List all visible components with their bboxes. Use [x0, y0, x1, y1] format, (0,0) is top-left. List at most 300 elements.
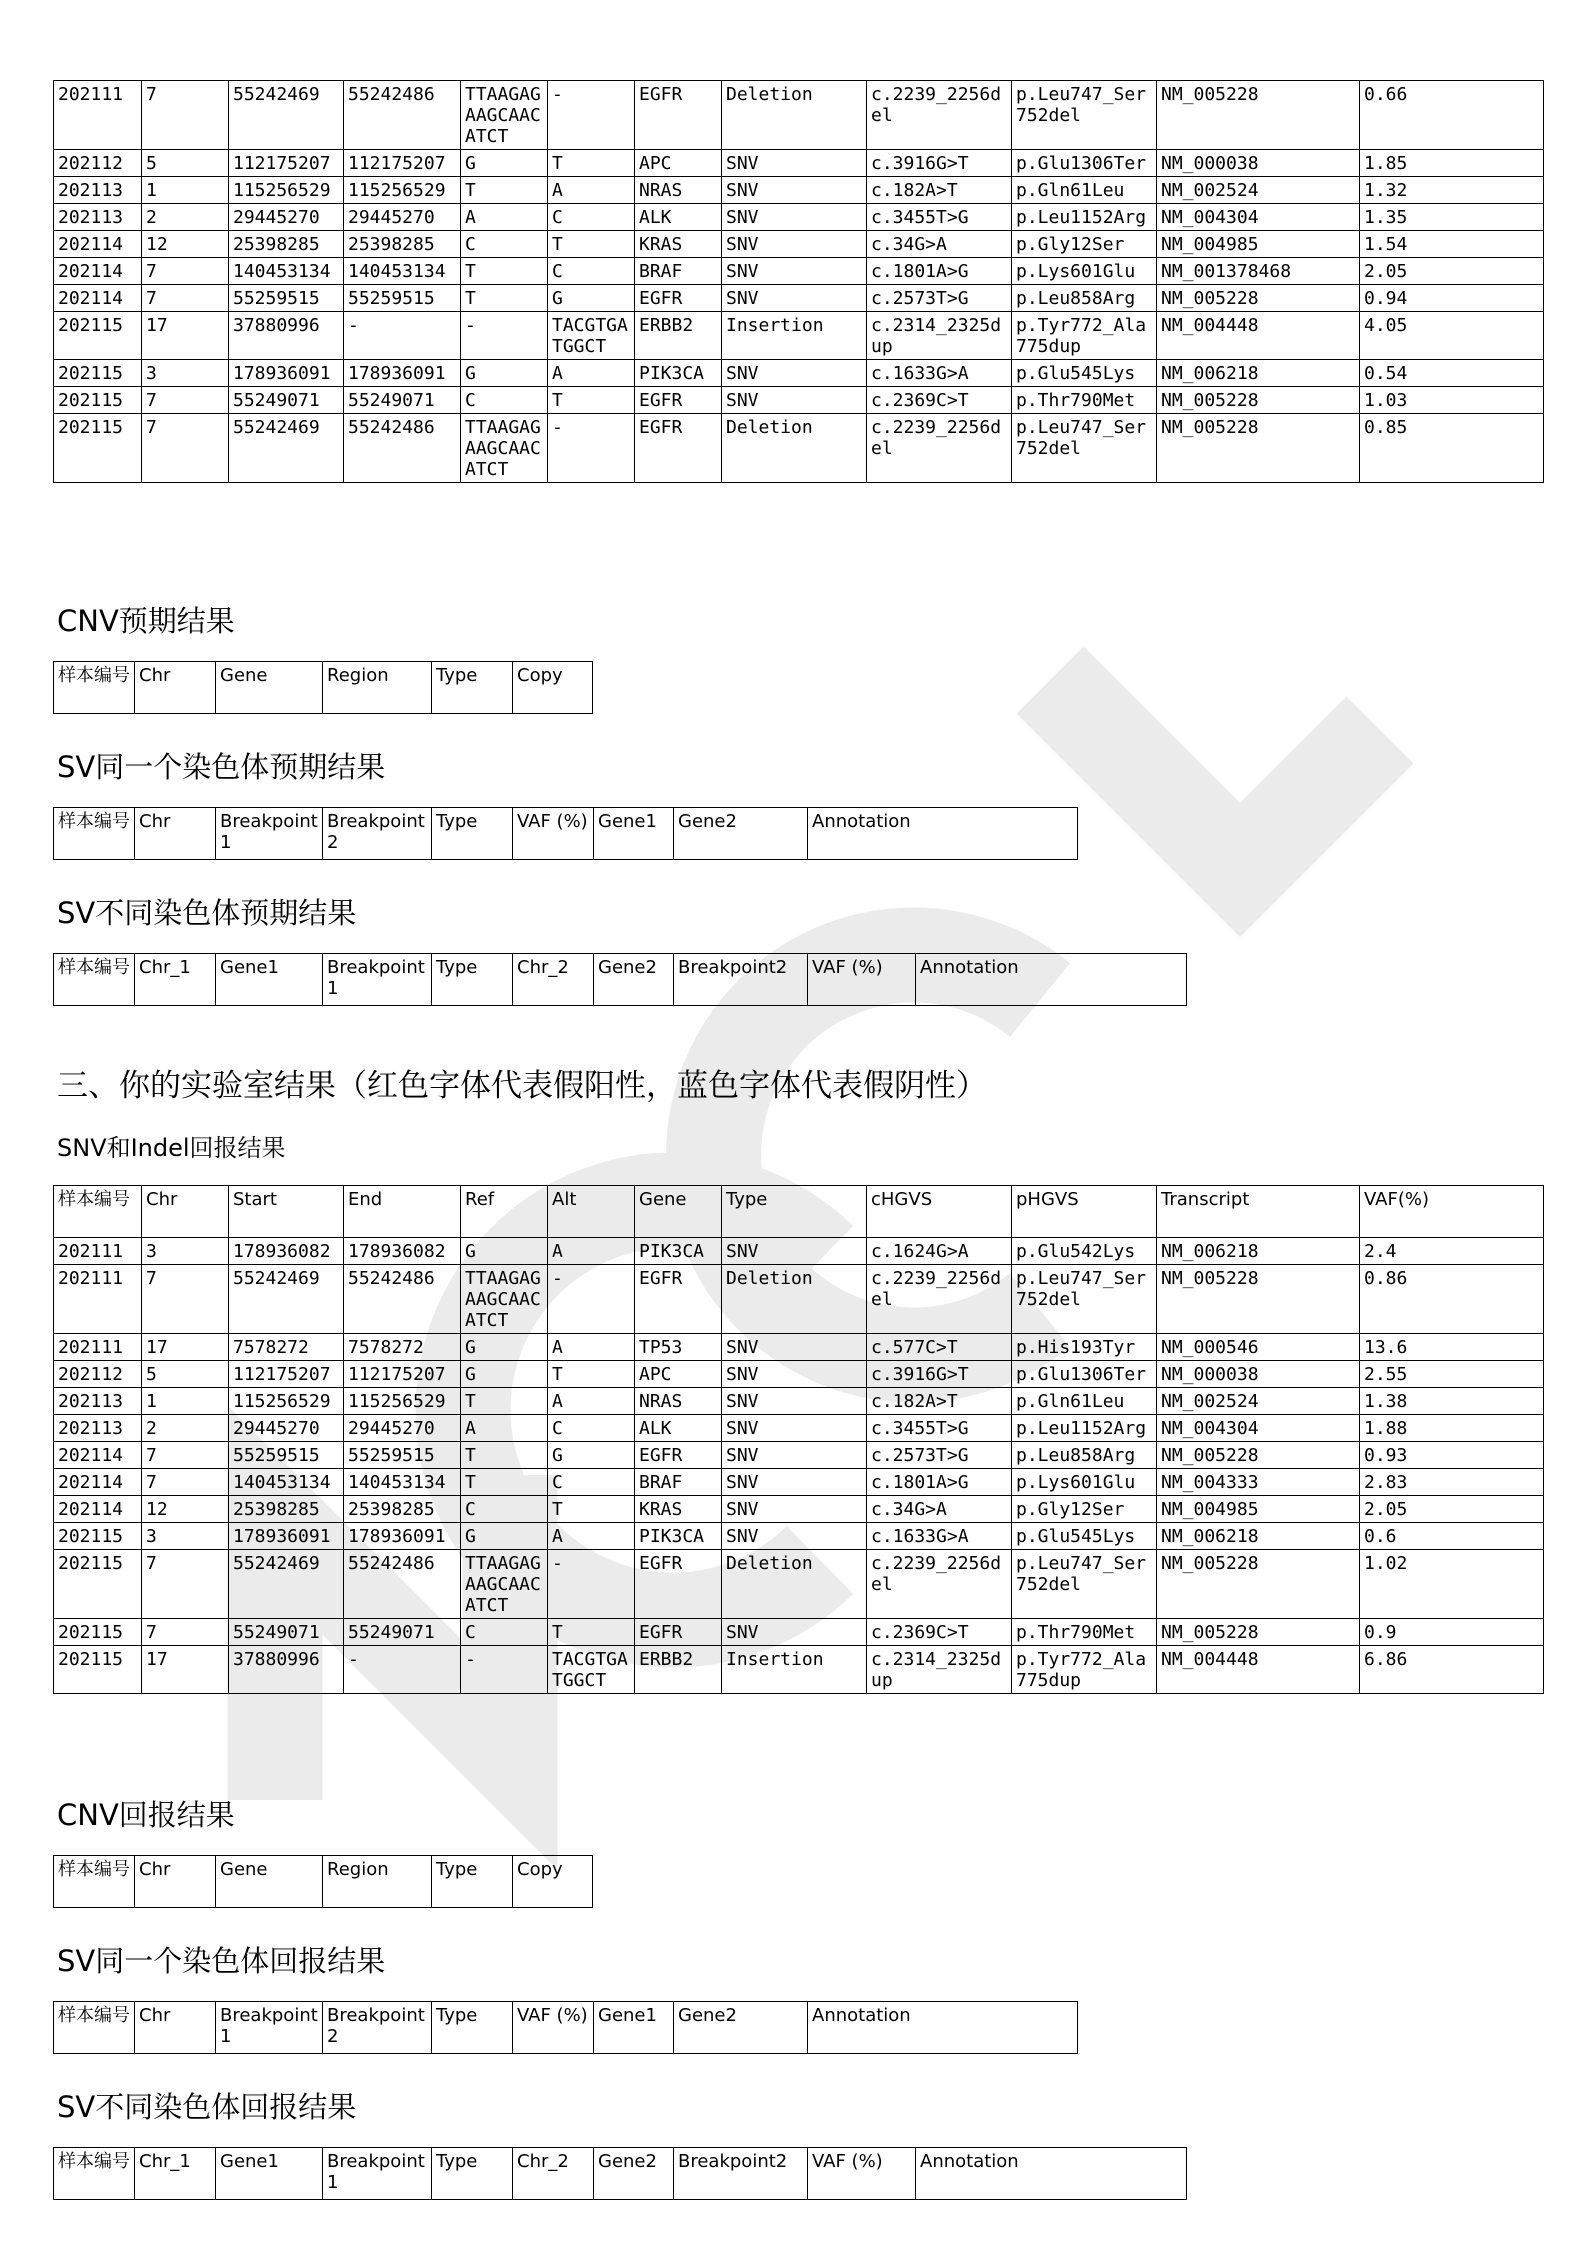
table-cell: c.2239_2256del: [867, 1550, 1012, 1619]
table-cell: 178936091: [344, 1523, 461, 1550]
table-cell: 2.05: [1360, 258, 1544, 285]
column-header: Gene: [216, 662, 323, 714]
table-cell: ALK: [635, 1415, 722, 1442]
column-header: Chr: [135, 662, 216, 714]
column-header: 样本编号: [54, 2148, 135, 2200]
table-cell: NM_004985: [1157, 1496, 1360, 1523]
column-header: Breakpoint 1: [216, 808, 323, 860]
table-cell: G: [461, 150, 548, 177]
table-cell: Deletion: [722, 81, 867, 150]
table-cell: SNV: [722, 1619, 867, 1646]
column-header: Chr_1: [135, 954, 216, 1006]
table-row: [54, 1238, 1544, 1265]
table-cell: NM_000038: [1157, 1361, 1360, 1388]
table-cell: 29445270: [344, 204, 461, 231]
table-cell: NM_005228: [1157, 1265, 1360, 1334]
table-cell: p.Leu1152Arg: [1012, 204, 1157, 231]
table-cell: 25398285: [344, 1496, 461, 1523]
table-cell: 0.66: [1360, 81, 1544, 150]
table-cell: T: [548, 387, 635, 414]
table-cell: NM_005228: [1157, 387, 1360, 414]
table-cell: 202115: [54, 414, 142, 483]
table-cell: -: [461, 1646, 548, 1694]
table-cell: 202114: [54, 1496, 142, 1523]
table-cell: 55242469: [229, 1550, 344, 1619]
table-cell: 115256529: [229, 1388, 344, 1415]
table-cell: 202115: [54, 1523, 142, 1550]
table-cell: 202115: [54, 360, 142, 387]
table-cell: -: [548, 1265, 635, 1334]
column-header: VAF (%): [808, 2148, 916, 2200]
sv-diff-expected-title: SV不同染色体预期结果: [57, 896, 357, 930]
table-cell: 1.32: [1360, 177, 1544, 204]
table-cell: 55249071: [229, 1619, 344, 1646]
table-row: [54, 1646, 1544, 1694]
table-cell: EGFR: [635, 81, 722, 150]
expected-snv-indel-table: [53, 80, 1544, 483]
table-cell: A: [548, 1238, 635, 1265]
table-cell: C: [548, 1415, 635, 1442]
table-cell: APC: [635, 150, 722, 177]
table-cell: SNV: [722, 1523, 867, 1550]
table-cell: 178936082: [229, 1238, 344, 1265]
column-header: Copy: [513, 662, 593, 714]
table-cell: G: [548, 285, 635, 312]
table-cell: C: [461, 231, 548, 258]
column-header: Type: [432, 2002, 513, 2054]
table-cell: p.Lys601Glu: [1012, 258, 1157, 285]
table-cell: c.1801A>G: [867, 258, 1012, 285]
table-cell: T: [548, 1496, 635, 1523]
table-cell: 12: [142, 231, 229, 258]
table-cell: p.Leu747_Ser752del: [1012, 81, 1157, 150]
table-cell: 0.94: [1360, 285, 1544, 312]
table-cell: 29445270: [229, 1415, 344, 1442]
table-cell: G: [461, 1334, 548, 1361]
column-header: Type: [432, 954, 513, 1006]
table-cell: KRAS: [635, 1496, 722, 1523]
table-cell: TACGTGATGGCT: [548, 312, 635, 360]
table-row: [54, 1388, 1544, 1415]
table-cell: 202115: [54, 1550, 142, 1619]
column-header: End: [344, 1186, 461, 1238]
column-header: Breakpoint2: [674, 954, 808, 1006]
table-cell: A: [461, 1415, 548, 1442]
table-cell: T: [461, 1442, 548, 1469]
table-cell: c.2239_2256del: [867, 414, 1012, 483]
table-cell: PIK3CA: [635, 1238, 722, 1265]
column-header: cHGVS: [867, 1186, 1012, 1238]
table-cell: 7: [142, 1619, 229, 1646]
column-header: Breakpoint1: [323, 2148, 432, 2200]
table-cell: G: [548, 1442, 635, 1469]
table-cell: NM_006218: [1157, 1238, 1360, 1265]
table-cell: NM_006218: [1157, 1523, 1360, 1550]
table-cell: 7578272: [344, 1334, 461, 1361]
table-cell: 202115: [54, 1619, 142, 1646]
table-cell: EGFR: [635, 1619, 722, 1646]
table-cell: C: [461, 387, 548, 414]
table-cell: 55242469: [229, 1265, 344, 1334]
table-cell: 4.05: [1360, 312, 1544, 360]
table-cell: Deletion: [722, 414, 867, 483]
table-cell: NRAS: [635, 177, 722, 204]
table-cell: 202111: [54, 81, 142, 150]
table-cell: T: [548, 150, 635, 177]
table-row: [54, 1523, 1544, 1550]
table-cell: 55242486: [344, 414, 461, 483]
cnv-expected-table: [53, 661, 593, 714]
cnv-reported-table: [53, 1855, 593, 1908]
column-header: 样本编号: [54, 954, 135, 1006]
table-cell: G: [461, 1238, 548, 1265]
column-header: Annotation: [916, 2148, 1187, 2200]
table-cell: 55249071: [344, 1619, 461, 1646]
table-cell: p.Leu858Arg: [1012, 285, 1157, 312]
column-header: 样本编号: [54, 662, 135, 714]
table-cell: Insertion: [722, 1646, 867, 1694]
table-cell: 2: [142, 204, 229, 231]
table-cell: 1.02: [1360, 1550, 1544, 1619]
table-row: [54, 81, 1544, 150]
table-cell: -: [548, 1550, 635, 1619]
table-row: [54, 1469, 1544, 1496]
table-cell: c.2239_2256del: [867, 81, 1012, 150]
sv-diff-expected-table: [53, 953, 1187, 1006]
column-header: Gene2: [594, 954, 674, 1006]
column-header: Gene: [216, 1856, 323, 1908]
table-cell: T: [548, 231, 635, 258]
table-cell: SNV: [722, 1334, 867, 1361]
column-header: Chr: [135, 1856, 216, 1908]
table-cell: p.Glu545Lys: [1012, 360, 1157, 387]
column-header: Breakpoint 2: [323, 808, 432, 860]
table-cell: SNV: [722, 258, 867, 285]
table-cell: EGFR: [635, 1550, 722, 1619]
table-cell: c.1633G>A: [867, 1523, 1012, 1550]
table-cell: 0.93: [1360, 1442, 1544, 1469]
table-cell: G: [461, 1361, 548, 1388]
table-cell: 1.88: [1360, 1415, 1544, 1442]
table-cell: -: [548, 414, 635, 483]
table-cell: PIK3CA: [635, 1523, 722, 1550]
table-row: [54, 285, 1544, 312]
table-cell: SNV: [722, 150, 867, 177]
table-cell: 202112: [54, 150, 142, 177]
sv-same-reported-title: SV同一个染色体回报结果: [57, 1944, 386, 1978]
table-cell: NM_004985: [1157, 231, 1360, 258]
table-cell: 17: [142, 1334, 229, 1361]
table-row: [54, 258, 1544, 285]
table-cell: 0.6: [1360, 1523, 1544, 1550]
table-cell: APC: [635, 1361, 722, 1388]
table-cell: Insertion: [722, 312, 867, 360]
table-row: [54, 414, 1544, 483]
table-cell: 115256529: [229, 177, 344, 204]
table-cell: EGFR: [635, 1265, 722, 1334]
table-cell: 140453134: [229, 258, 344, 285]
table-cell: ALK: [635, 204, 722, 231]
table-cell: c.577C>T: [867, 1334, 1012, 1361]
column-header: Chr: [135, 808, 216, 860]
table-cell: c.1633G>A: [867, 360, 1012, 387]
table-cell: NM_002524: [1157, 177, 1360, 204]
table-cell: 202115: [54, 387, 142, 414]
table-cell: 5: [142, 1361, 229, 1388]
table-cell: 37880996: [229, 1646, 344, 1694]
table-cell: NM_005228: [1157, 1442, 1360, 1469]
table-cell: 0.54: [1360, 360, 1544, 387]
table-row: [54, 1265, 1544, 1334]
table-cell: 12: [142, 1496, 229, 1523]
table-cell: 7: [142, 1469, 229, 1496]
table-cell: 202114: [54, 1469, 142, 1496]
table-cell: BRAF: [635, 258, 722, 285]
table-cell: p.Thr790Met: [1012, 387, 1157, 414]
table-cell: 202115: [54, 1646, 142, 1694]
table-cell: 202111: [54, 1238, 142, 1265]
column-header: Gene: [635, 1186, 722, 1238]
table-cell: 5: [142, 150, 229, 177]
table-cell: 140453134: [344, 258, 461, 285]
table-cell: 55242486: [344, 81, 461, 150]
table-cell: 55242469: [229, 81, 344, 150]
table-cell: 13.6: [1360, 1334, 1544, 1361]
table-cell: KRAS: [635, 231, 722, 258]
table-row: [54, 204, 1544, 231]
table-cell: 1.85: [1360, 150, 1544, 177]
table-cell: NM_005228: [1157, 285, 1360, 312]
table-cell: 178936091: [229, 1523, 344, 1550]
snv-reported-title: SNV和Indel回报结果: [57, 1134, 286, 1162]
table-cell: p.Thr790Met: [1012, 1619, 1157, 1646]
table-cell: 55249071: [229, 387, 344, 414]
table-cell: NM_005228: [1157, 1619, 1360, 1646]
table-cell: c.2314_2325dup: [867, 1646, 1012, 1694]
table-cell: SNV: [722, 285, 867, 312]
table-cell: 0.85: [1360, 414, 1544, 483]
table-cell: SNV: [722, 231, 867, 258]
table-cell: 7: [142, 1265, 229, 1334]
table-cell: 55259515: [344, 1442, 461, 1469]
sv-diff-reported-table: [53, 2147, 1187, 2200]
table-cell: T: [461, 258, 548, 285]
table-cell: 25398285: [229, 1496, 344, 1523]
table-cell: A: [548, 1523, 635, 1550]
column-header: Type: [432, 1856, 513, 1908]
table-cell: TTAAGAGAAGCAACATCT: [461, 1265, 548, 1334]
column-header: pHGVS: [1012, 1186, 1157, 1238]
table-cell: c.182A>T: [867, 1388, 1012, 1415]
table-cell: G: [461, 360, 548, 387]
table-cell: T: [548, 1619, 635, 1646]
table-cell: c.2369C>T: [867, 1619, 1012, 1646]
table-cell: c.3455T>G: [867, 1415, 1012, 1442]
table-cell: 1.03: [1360, 387, 1544, 414]
table-cell: 1.54: [1360, 231, 1544, 258]
table-cell: 7: [142, 387, 229, 414]
table-cell: T: [461, 177, 548, 204]
column-header: Annotation: [916, 954, 1187, 1006]
column-header: Start: [229, 1186, 344, 1238]
table-cell: p.Leu1152Arg: [1012, 1415, 1157, 1442]
table-cell: SNV: [722, 1388, 867, 1415]
table-cell: SNV: [722, 360, 867, 387]
reported-snv-indel-table: [53, 1185, 1544, 1694]
table-cell: -: [344, 312, 461, 360]
table-cell: 7: [142, 1442, 229, 1469]
table-cell: NM_000546: [1157, 1334, 1360, 1361]
table-cell: 55242469: [229, 414, 344, 483]
table-cell: 55249071: [344, 387, 461, 414]
table-cell: 7: [142, 414, 229, 483]
table-cell: p.Leu747_Ser752del: [1012, 414, 1157, 483]
table-cell: 202113: [54, 177, 142, 204]
column-header: Annotation: [808, 808, 1078, 860]
column-header: Type: [432, 2148, 513, 2200]
table-cell: 202112: [54, 1361, 142, 1388]
table-cell: T: [548, 1361, 635, 1388]
table-cell: SNV: [722, 1238, 867, 1265]
table-row: [54, 1415, 1544, 1442]
table-cell: c.182A>T: [867, 177, 1012, 204]
column-header: Ref: [461, 1186, 548, 1238]
table-cell: NM_001378468: [1157, 258, 1360, 285]
table-cell: p.Glu542Lys: [1012, 1238, 1157, 1265]
column-header: Breakpoint1: [323, 954, 432, 1006]
table-cell: p.Tyr772_Ala775dup: [1012, 312, 1157, 360]
table-cell: 2: [142, 1415, 229, 1442]
table-cell: 0.9: [1360, 1619, 1544, 1646]
table-cell: 202114: [54, 258, 142, 285]
table-cell: c.2239_2256del: [867, 1265, 1012, 1334]
column-header: Breakpoint 2: [323, 2002, 432, 2054]
column-header: VAF (%): [513, 808, 594, 860]
table-cell: 115256529: [344, 1388, 461, 1415]
table-cell: SNV: [722, 387, 867, 414]
cnv-expected-title: CNV预期结果: [57, 604, 235, 638]
column-header: Gene2: [674, 808, 808, 860]
table-row: [54, 1550, 1544, 1619]
table-row: [54, 1442, 1544, 1469]
table-cell: ERBB2: [635, 312, 722, 360]
table-cell: EGFR: [635, 1442, 722, 1469]
table-cell: p.His193Tyr: [1012, 1334, 1157, 1361]
table-row: [54, 1334, 1544, 1361]
sv-same-reported-table: [53, 2001, 1078, 2054]
table-cell: NM_005228: [1157, 1550, 1360, 1619]
table-cell: 3: [142, 360, 229, 387]
table-cell: TP53: [635, 1334, 722, 1361]
table-cell: C: [461, 1619, 548, 1646]
table-cell: c.3916G>T: [867, 1361, 1012, 1388]
column-header: Type: [722, 1186, 867, 1238]
table-cell: 1: [142, 177, 229, 204]
table-cell: 1.35: [1360, 204, 1544, 231]
sv-same-expected-table: [53, 807, 1078, 860]
table-cell: C: [548, 258, 635, 285]
table-cell: 202115: [54, 312, 142, 360]
table-cell: p.Glu1306Ter: [1012, 150, 1157, 177]
table-cell: -: [344, 1646, 461, 1694]
table-cell: 115256529: [344, 177, 461, 204]
column-header: Gene2: [594, 2148, 674, 2200]
table-cell: 112175207: [229, 1361, 344, 1388]
table-cell: 37880996: [229, 312, 344, 360]
table-cell: 3: [142, 1523, 229, 1550]
table-cell: 7578272: [229, 1334, 344, 1361]
table-cell: 112175207: [229, 150, 344, 177]
table-cell: SNV: [722, 177, 867, 204]
table-cell: 55242486: [344, 1550, 461, 1619]
table-cell: TTAAGAGAAGCAACATCT: [461, 81, 548, 150]
table-cell: 55242486: [344, 1265, 461, 1334]
column-header: Gene1: [594, 808, 674, 860]
table-cell: 55259515: [229, 285, 344, 312]
column-header: Chr_2: [513, 2148, 594, 2200]
column-header: Gene1: [594, 2002, 674, 2054]
table-cell: NM_005228: [1157, 81, 1360, 150]
table-cell: p.Tyr772_Ala775dup: [1012, 1646, 1157, 1694]
table-cell: SNV: [722, 1469, 867, 1496]
table-cell: c.2369C>T: [867, 387, 1012, 414]
table-cell: NM_004448: [1157, 1646, 1360, 1694]
table-cell: 17: [142, 312, 229, 360]
table-cell: ERBB2: [635, 1646, 722, 1694]
table-cell: A: [461, 204, 548, 231]
table-cell: 7: [142, 1550, 229, 1619]
table-cell: TACGTGATGGCT: [548, 1646, 635, 1694]
table-cell: SNV: [722, 1442, 867, 1469]
table-cell: 178936091: [344, 360, 461, 387]
table-row: [54, 231, 1544, 258]
table-row: [54, 150, 1544, 177]
table-cell: 55259515: [344, 285, 461, 312]
column-header: Region: [323, 662, 432, 714]
table-cell: A: [548, 177, 635, 204]
table-cell: A: [548, 1388, 635, 1415]
table-cell: p.Gln61Leu: [1012, 177, 1157, 204]
table-row: [54, 177, 1544, 204]
table-cell: BRAF: [635, 1469, 722, 1496]
table-cell: C: [548, 204, 635, 231]
table-cell: 178936082: [344, 1238, 461, 1265]
table-cell: 202114: [54, 231, 142, 258]
column-header: Type: [432, 808, 513, 860]
table-cell: 7: [142, 285, 229, 312]
column-header: Region: [323, 1856, 432, 1908]
table-cell: 202113: [54, 1388, 142, 1415]
table-cell: T: [461, 1388, 548, 1415]
table-row: [54, 1496, 1544, 1523]
table-cell: A: [548, 1334, 635, 1361]
column-header: Copy: [513, 1856, 593, 1908]
sv-diff-reported-title: SV不同染色体回报结果: [57, 2090, 357, 2124]
table-cell: 7: [142, 258, 229, 285]
table-cell: G: [461, 1523, 548, 1550]
table-cell: -: [548, 81, 635, 150]
table-cell: 140453134: [229, 1469, 344, 1496]
column-header: 样本编号: [54, 808, 135, 860]
column-header: Chr_1: [135, 2148, 216, 2200]
table-cell: 2.55: [1360, 1361, 1544, 1388]
table-cell: c.2573T>G: [867, 1442, 1012, 1469]
table-cell: SNV: [722, 1496, 867, 1523]
column-header: VAF (%): [808, 954, 916, 1006]
table-cell: c.3916G>T: [867, 150, 1012, 177]
table-cell: EGFR: [635, 414, 722, 483]
column-header: Breakpoint 1: [216, 2002, 323, 2054]
